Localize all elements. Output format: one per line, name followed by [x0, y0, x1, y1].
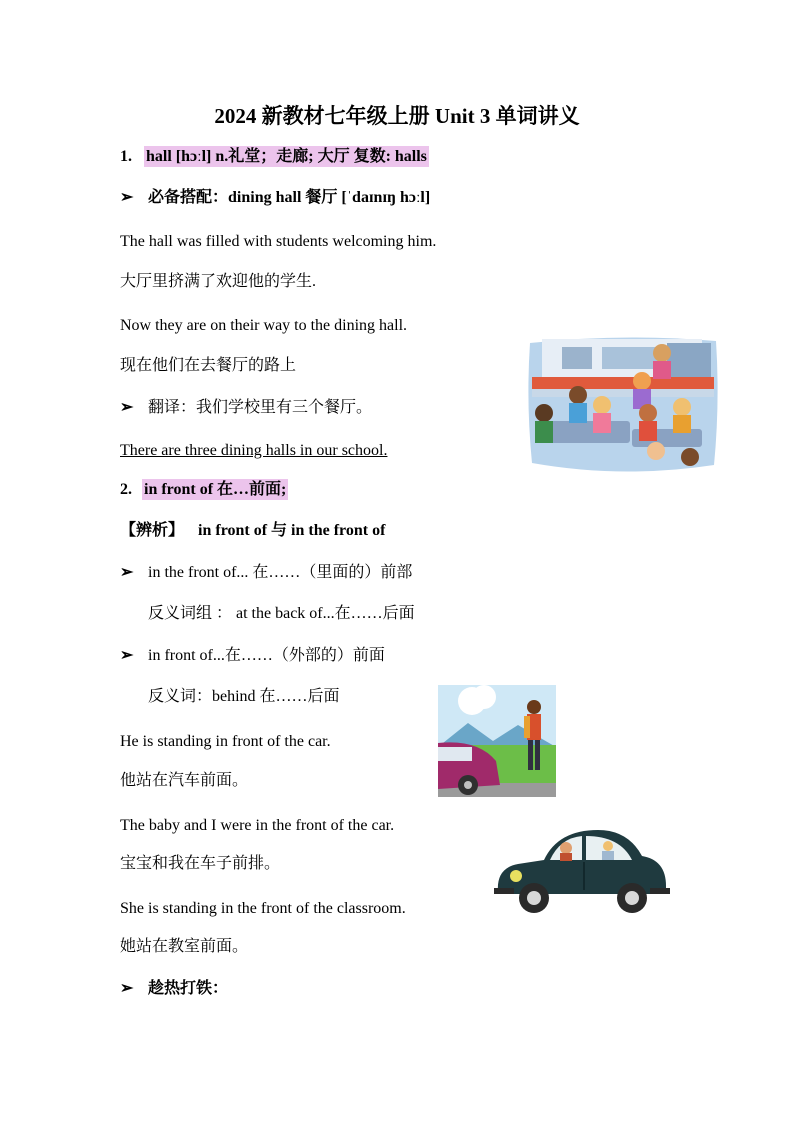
point1-antonym: 反义词组 ： at the back of...在……后面: [148, 605, 415, 622]
item2-heading: [120, 479, 288, 501]
collocation-row: [120, 187, 430, 209]
arrow-bullet-icon: ➢: [120, 399, 134, 416]
arrow-bullet-icon: ➢: [120, 564, 134, 581]
arrow-bullet-icon: ➢: [120, 647, 134, 664]
example-en: She is standing in the front of the classroom.: [120, 900, 406, 917]
practice-label: 趁热打铁：: [148, 980, 229, 997]
example-zh: 大厅里挤满了欢迎他的学生.: [120, 273, 317, 290]
example-zh: 宝宝和我在车子前排。: [120, 855, 281, 872]
item2-number: 2.: [120, 481, 132, 498]
item2-headword: in front of 在…前面;: [144, 481, 287, 498]
item1-number: 1.: [120, 148, 132, 165]
point-row: [120, 645, 385, 667]
example-zh: 现在他们在去餐厅的路上: [120, 357, 297, 374]
example-en: He is standing in front of the car.: [120, 733, 331, 750]
collocation-text: dining hall 餐厅 [ˈdaɪnɪŋ hɔːl]: [228, 189, 431, 206]
point2-antonym: 反义词：behind 在……后面: [148, 688, 340, 705]
example-en: Now they are on their way to the dining hall.: [120, 317, 408, 334]
person-in-front-of-car-illustration: [438, 685, 556, 797]
collocation-label: 必备搭配：: [148, 189, 229, 206]
translate-prompt: 翻译：我们学校里有三个餐厅。: [148, 399, 373, 416]
item1-heading: [120, 146, 429, 168]
example-zh: 他站在汽车前面。: [120, 772, 249, 789]
example-en: The baby and I were in the front of the car.: [120, 817, 395, 834]
item1-headword: hall [hɔːl] n.礼堂；走廊; 大厅 复数: halls: [146, 148, 427, 165]
practice-row: [120, 978, 228, 1000]
page-title: 2024 新教材七年级上册 Unit 3 单词讲义: [214, 104, 580, 128]
analysis-label: 【辨析】: [120, 522, 185, 539]
example-en: The hall was filled with students welcoming him.: [120, 233, 437, 250]
translate-row: [120, 397, 372, 419]
point2: in front of...在……（外部的）前面: [148, 647, 385, 664]
arrow-bullet-icon: ➢: [120, 980, 134, 997]
arrow-bullet-icon: ➢: [120, 189, 134, 206]
analysis-text: in front of 与 in the front of: [198, 522, 386, 539]
dining-hall-illustration: [522, 333, 722, 477]
example-zh: 她站在教室前面。: [120, 938, 249, 955]
point1: in the front of... 在……（里面的）前部: [148, 564, 413, 581]
car-illustration: [494, 826, 670, 916]
translate-answer: There are three dining halls in our school.: [120, 442, 388, 459]
point-row: [120, 562, 412, 584]
analysis-row: [120, 520, 385, 542]
